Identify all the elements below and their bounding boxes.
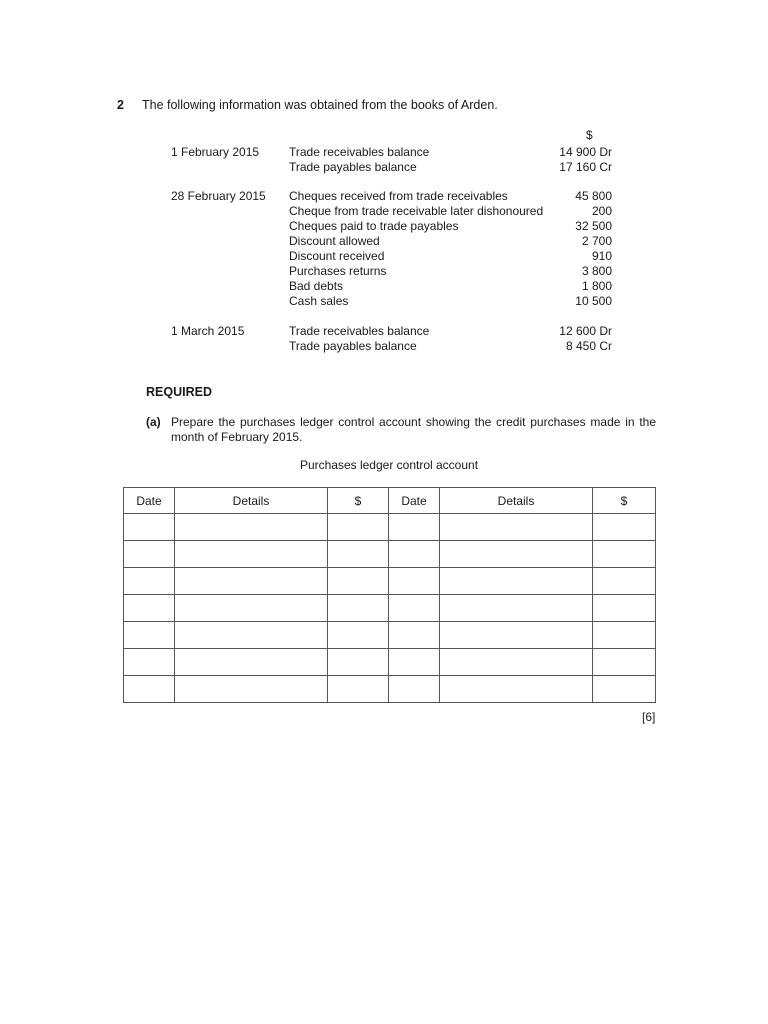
question-number: 2 <box>117 98 124 112</box>
info-item: Trade payables balance <box>289 160 417 174</box>
answer-cell[interactable] <box>593 514 656 541</box>
header-amount-debit: $ <box>328 488 389 514</box>
answer-cell[interactable] <box>328 595 389 622</box>
answer-cell[interactable] <box>440 622 593 649</box>
info-row <box>0 324 768 339</box>
info-amount: 45 800 <box>575 189 612 203</box>
answer-cell[interactable] <box>389 622 440 649</box>
part-a-label: (a) <box>146 415 161 429</box>
ledger-header-row <box>124 488 656 514</box>
purchases-ledger-control-table <box>123 487 656 703</box>
info-item: Cheques paid to trade payables <box>289 219 459 233</box>
table-row <box>124 541 656 568</box>
group-date: 1 March 2015 <box>171 324 245 338</box>
answer-cell[interactable] <box>389 514 440 541</box>
answer-cell[interactable] <box>124 514 175 541</box>
answer-cell[interactable] <box>328 541 389 568</box>
info-item: Trade receivables balance <box>289 145 430 159</box>
header-details-debit: Details <box>175 488 328 514</box>
answer-cell[interactable] <box>175 595 328 622</box>
answer-cell[interactable] <box>389 541 440 568</box>
answer-cell[interactable] <box>440 568 593 595</box>
header-details-credit: Details <box>440 488 593 514</box>
header-amount-credit: $ <box>593 488 656 514</box>
table-row <box>124 622 656 649</box>
currency-heading: $ <box>586 128 593 142</box>
info-item: Trade payables balance <box>289 339 417 353</box>
answer-cell[interactable] <box>440 649 593 676</box>
info-amount: 14 900 Dr <box>559 145 612 159</box>
group-date: 28 February 2015 <box>171 189 266 203</box>
answer-cell[interactable] <box>175 541 328 568</box>
info-row <box>0 234 768 249</box>
question-intro: The following information was obtained from the books of Arden. <box>142 98 498 112</box>
answer-cell[interactable] <box>175 649 328 676</box>
group-date: 1 February 2015 <box>171 145 260 159</box>
info-item: Cheque from trade receivable later dishonoured <box>289 204 544 218</box>
info-amount: 17 160 Cr <box>559 160 612 174</box>
answer-cell[interactable] <box>440 514 593 541</box>
table-row <box>124 649 656 676</box>
table-row <box>124 514 656 541</box>
answer-cell[interactable] <box>593 622 656 649</box>
answer-cell[interactable] <box>389 649 440 676</box>
answer-cell[interactable] <box>440 676 593 703</box>
info-item: Cash sales <box>289 294 349 308</box>
answer-cell[interactable] <box>124 595 175 622</box>
table-row <box>124 595 656 622</box>
header-date-debit: Date <box>124 488 175 514</box>
answer-cell[interactable] <box>175 514 328 541</box>
info-row <box>0 204 768 219</box>
table-row <box>124 568 656 595</box>
answer-cell[interactable] <box>593 541 656 568</box>
answer-cell[interactable] <box>593 676 656 703</box>
info-amount: 2 700 <box>581 234 612 248</box>
info-item: Discount received <box>289 249 385 263</box>
info-row <box>0 264 768 279</box>
info-item: Purchases returns <box>289 264 387 278</box>
info-row <box>0 160 768 175</box>
info-amount: 12 600 Dr <box>559 324 612 338</box>
info-amount: 10 500 <box>575 294 612 308</box>
answer-cell[interactable] <box>593 595 656 622</box>
answer-cell[interactable] <box>175 676 328 703</box>
info-amount: 200 <box>591 204 612 218</box>
part-a-text: Prepare the purchases ledger control account showing the credit purchases made in the month of February 2015. <box>171 415 656 444</box>
info-amount: 32 500 <box>575 219 612 233</box>
answer-cell[interactable] <box>593 568 656 595</box>
answer-cell[interactable] <box>175 568 328 595</box>
answer-cell[interactable] <box>328 649 389 676</box>
info-amount: 8 450 Cr <box>565 339 612 353</box>
info-item: Discount allowed <box>289 234 380 248</box>
answer-cell[interactable] <box>124 649 175 676</box>
info-item: Trade receivables balance <box>289 324 430 338</box>
answer-cell[interactable] <box>328 568 389 595</box>
answer-cell[interactable] <box>389 676 440 703</box>
info-amount: 3 800 <box>581 264 612 278</box>
required-heading: REQUIRED <box>146 385 212 399</box>
table-row <box>124 676 656 703</box>
ledger-title: Purchases ledger control account <box>299 458 479 472</box>
answer-cell[interactable] <box>124 622 175 649</box>
info-row <box>0 189 768 204</box>
answer-cell[interactable] <box>124 541 175 568</box>
info-row <box>0 279 768 294</box>
info-row <box>0 339 768 354</box>
answer-cell[interactable] <box>328 676 389 703</box>
info-amount: 910 <box>591 249 612 263</box>
info-item: Bad debts <box>289 279 344 293</box>
answer-cell[interactable] <box>175 622 328 649</box>
info-row <box>0 145 768 160</box>
answer-cell[interactable] <box>328 622 389 649</box>
answer-cell[interactable] <box>328 514 389 541</box>
info-amount: 1 800 <box>581 279 612 293</box>
answer-cell[interactable] <box>389 568 440 595</box>
answer-cell[interactable] <box>440 595 593 622</box>
header-date-credit: Date <box>389 488 440 514</box>
info-row <box>0 249 768 264</box>
info-item: Cheques received from trade receivables <box>289 189 508 203</box>
marks-allocation: [6] <box>642 710 656 724</box>
answer-cell[interactable] <box>593 649 656 676</box>
answer-cell[interactable] <box>389 595 440 622</box>
info-row <box>0 294 768 309</box>
info-row <box>0 219 768 234</box>
answer-cell[interactable] <box>124 676 175 703</box>
answer-cell[interactable] <box>124 568 175 595</box>
answer-cell[interactable] <box>440 541 593 568</box>
